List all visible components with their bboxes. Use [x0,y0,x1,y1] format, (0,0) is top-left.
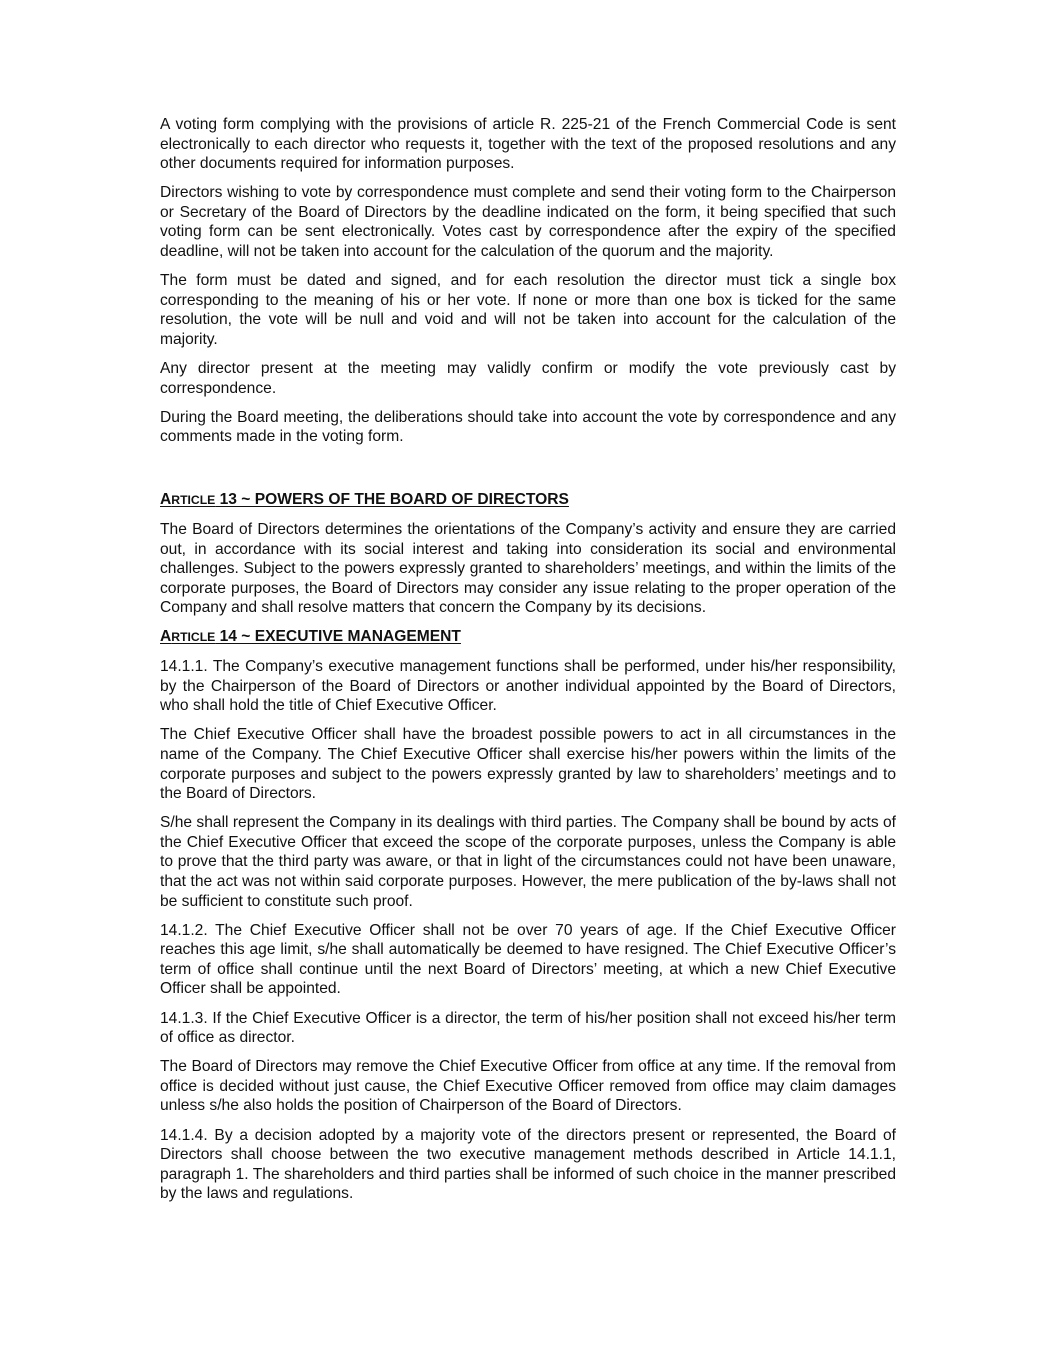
paragraph: S/he shall represent the Company in its dealings with third parties. The Company shall be bound by acts of the Chief Executive Officer that exceed the scope of the corporate purposes, unless the Company is able to prove that the third party was aware, or that in light of the circumstances could not have been unaware, that the act was not within said corporate purposes. However, the mere publication of the by-laws shall not be sufficient to constitute such proof. [160,814,896,910]
article-prefix-smallcaps: RTICLE [171,493,216,508]
article-title: 14 ~ EXECUTIVE MANAGEMENT [215,628,461,646]
paragraph: 14.1.4. By a decision adopted by a majority vote of the directors present or represented, the Board of Directors shall choose between the two executive management methods described in Article 14.1.1, paragraph 1. The shareholders and third parties shall be informed of such choice in the manner prescribed by the laws and regulations. [160,1126,896,1203]
paragraph: The Chief Executive Officer shall have the broadest possible powers to act in all circumstances in the name of the Company. The Chief Executive Officer shall exercise his/her powers within the limits of the corporate purposes and subject to the powers expressly granted by law to shareholders’ meetings and to the Board of Directors. [160,726,896,803]
paragraph: The Board of Directors may remove the Chief Executive Officer from office at any time. If the removal from office is decided without just cause, the Chief Executive Officer removed from office may claim damages unless s/he also holds the position of Chairperson of the Board of Directors. [160,1058,896,1115]
article-prefix-initial: A [160,628,172,646]
paragraph: During the Board meeting, the deliberations should take into account the vote by correspondence and any comments made in the voting form. [160,408,896,446]
paragraph: 14.1.1. The Company’s executive management functions shall be performed, under his/her responsibility, by the Chairperson of the Board of Directors or another individual appointed by the Board of Directors, who shall hold the title of Chief Executive Officer. [160,658,896,715]
article-title: 13 ~ POWERS OF THE BOARD OF DIRECTORS [215,491,569,509]
article-prefix-smallcaps: RTICLE [171,630,216,645]
section-spacer [160,456,896,490]
paragraph: The form must be dated and signed, and for each resolution the director must tick a single box corresponding to the meaning of his or her vote. If none or more than one box is ticked for the same resolution, the vote will be null and void and will not be taken into account for the calculation of the majority. [160,272,896,348]
page-content [160,115,896,1213]
paragraph: Any director present at the meeting may validly confirm or modify the vote previously cast by correspondence. [160,360,896,397]
paragraph: A voting form complying with the provisions of article R. 225-21 of the French Commercial Code is sent electronically to each director who requests it, together with the text of the proposed resolutions and any other documents required for information purposes. [160,116,896,173]
article-13-heading [160,490,896,511]
paragraph: Directors wishing to vote by correspondence must complete and send their voting form to the Chairperson or Secretary of the Board of Directors by the deadline indicated on the form, it being specified that such voting form can be sent electronically. Votes cast by correspondence after the expiry of the specified deadline, will not be taken into account for the calculation of the quorum and the majority. [160,184,896,261]
paragraph: The Board of Directors determines the orientations of the Company’s activity and ensure they are carried out, in accordance with its social interest and taking into consideration its social and environmental challenges. Subject to the powers expressly granted to shareholders’ meetings, and within the limits of the corporate purposes, the Board of Directors may consider any issue relating to the proper operation of the Company and shall resolve matters that concern the Company by its decisions. [160,521,896,617]
paragraph: 14.1.2. The Chief Executive Officer shall not be over 70 years of age. If the Chief Executive Officer reaches this age limit, s/he shall automatically be deemed to have resigned. The Chief Executive Officer’s term of office shall continue until the next Board of Directors’ meeting, at which a new Chief Executive Officer shall be appointed. [160,921,896,998]
paragraph: 14.1.3. If the Chief Executive Officer is a director, the term of his/her position shall not exceed his/her term of office as director. [160,1009,896,1047]
article-prefix-initial: A [160,491,172,509]
article-14-heading [160,627,896,648]
